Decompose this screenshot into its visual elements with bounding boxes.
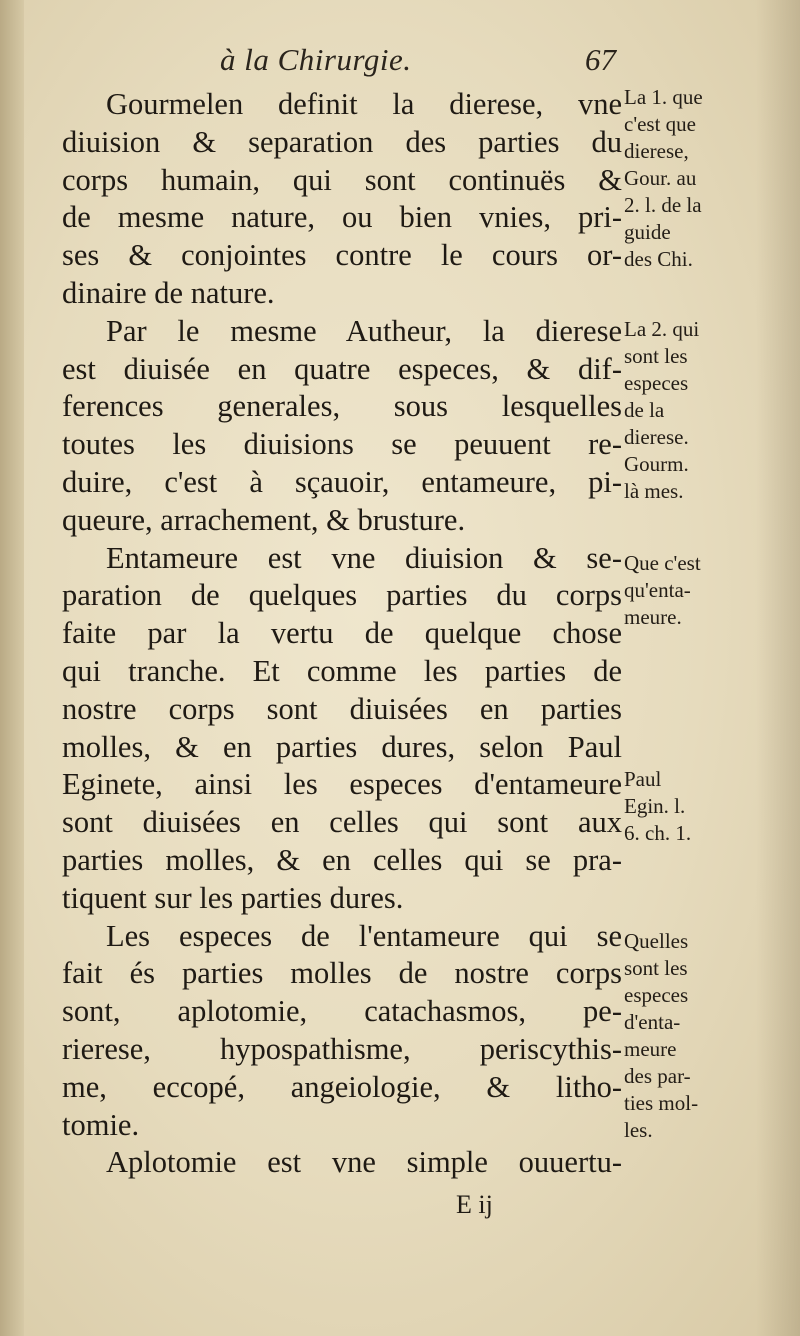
- text-line: ferences generales, sous lesquelles: [62, 389, 622, 424]
- text-line: dinaire de nature.: [62, 275, 275, 310]
- margin-note-line: Gourm.: [624, 452, 689, 476]
- text-line: Gourmelen definit la dierese, vne: [106, 87, 622, 121]
- running-title: à la Chirurgie.: [220, 42, 412, 77]
- text-line: qui tranche. Et comme les parties de: [62, 653, 622, 688]
- text-line: de mesme nature, ou bien vnies, pri-: [62, 200, 622, 235]
- margin-note-line: des par-: [624, 1064, 691, 1088]
- margin-note: [624, 928, 754, 1144]
- text-line: corps humain, qui sont continuës &: [62, 162, 622, 197]
- margin-note-line: sont les: [624, 344, 688, 368]
- margin-note-line: sont les: [624, 956, 688, 980]
- text-line: toutes les diuisions se peuuent re-: [62, 427, 622, 462]
- text-line: paration de quelques parties du corps: [62, 578, 622, 613]
- text-line: diuision & separation des parties du: [62, 124, 622, 159]
- text-line: tomie.: [62, 1107, 140, 1142]
- text-line: Les especes de l'entameure qui se: [106, 918, 622, 953]
- text-line: Par le mesme Autheur, la dierese: [106, 313, 622, 348]
- text-line: est diuisée en quatre especes, & dif-: [62, 351, 622, 386]
- text-line: queure, arrachement, & brusture.: [62, 502, 466, 537]
- margin-note-line: La 1. que: [624, 85, 703, 109]
- margin-note-line: 6. ch. 1.: [624, 821, 692, 845]
- margin-note-line: especes: [624, 371, 689, 395]
- body-text: [62, 86, 622, 1182]
- text-line: faite par la vertu de quelque chose: [62, 616, 622, 651]
- margin-note: [624, 550, 754, 631]
- margin-note-line: La 2. qui: [624, 317, 700, 341]
- text-line: duire, c'est à sçauoir, entameure, pi-: [62, 464, 622, 499]
- text-line: molles, & en parties dures, selon Paul: [62, 729, 622, 764]
- text-line: ses & conjointes contre le cours or-: [62, 238, 622, 273]
- text-line: me, eccopé, angeiologie, & litho-: [62, 1069, 622, 1104]
- margin-note-line: Que c'est: [624, 551, 701, 575]
- text-line: sont, aplotomie, catachasmos, pe-: [62, 994, 622, 1029]
- margin-note-line: là mes.: [624, 479, 684, 503]
- margin-note-line: ties mol-: [624, 1091, 699, 1115]
- margin-note-line: dierese.: [624, 425, 689, 449]
- text-line: rierese, hypospathisme, periscythis-: [62, 1031, 622, 1066]
- margin-note-line: Egin. l.: [624, 794, 686, 818]
- margin-note-line: de la: [624, 398, 665, 422]
- text-line: Entameure est vne diuision & se-: [106, 540, 622, 575]
- margin-note: [624, 766, 754, 847]
- text-line: parties molles, & en celles qui se pra-: [62, 842, 622, 877]
- margin-note-line: qu'enta-: [624, 578, 691, 602]
- margin-note-line: Quelles: [624, 929, 689, 953]
- margin-note-line: meure: [624, 1037, 677, 1061]
- margin-note-line: c'est que: [624, 112, 697, 136]
- margin-note-line: les.: [624, 1118, 653, 1142]
- text-line: Aplotomie est vne simple ouuertu-: [106, 1145, 622, 1180]
- margin-note-line: dierese,: [624, 139, 689, 163]
- running-header: [62, 42, 622, 88]
- binding-shadow: [0, 0, 24, 1336]
- text-line: Eginete, ainsi les especes d'entameure: [62, 767, 622, 802]
- margin-note-line: des Chi.: [624, 247, 693, 271]
- margin-note-line: 2. l. de la: [624, 193, 702, 217]
- page-number: 67: [585, 42, 616, 77]
- text-line: sont diuisées en celles qui sont aux: [62, 805, 622, 840]
- text-line: fait és parties molles de nostre corps: [62, 956, 622, 991]
- margin-note: [624, 84, 754, 273]
- page-edge-shadow: [756, 0, 800, 1336]
- margin-note-line: meure.: [624, 605, 682, 629]
- margin-note-line: guide: [624, 220, 671, 244]
- margin-note-line: especes: [624, 983, 689, 1007]
- margin-note-line: Gour. au: [624, 166, 697, 190]
- signature-mark: E ij: [456, 1190, 493, 1219]
- margin-note-line: d'enta-: [624, 1010, 681, 1034]
- text-line: nostre corps sont diuisées en parties: [62, 691, 622, 726]
- text-line: tiquent sur les parties dures.: [62, 880, 404, 915]
- margin-note-line: Paul: [624, 767, 662, 791]
- margin-note: [624, 316, 754, 505]
